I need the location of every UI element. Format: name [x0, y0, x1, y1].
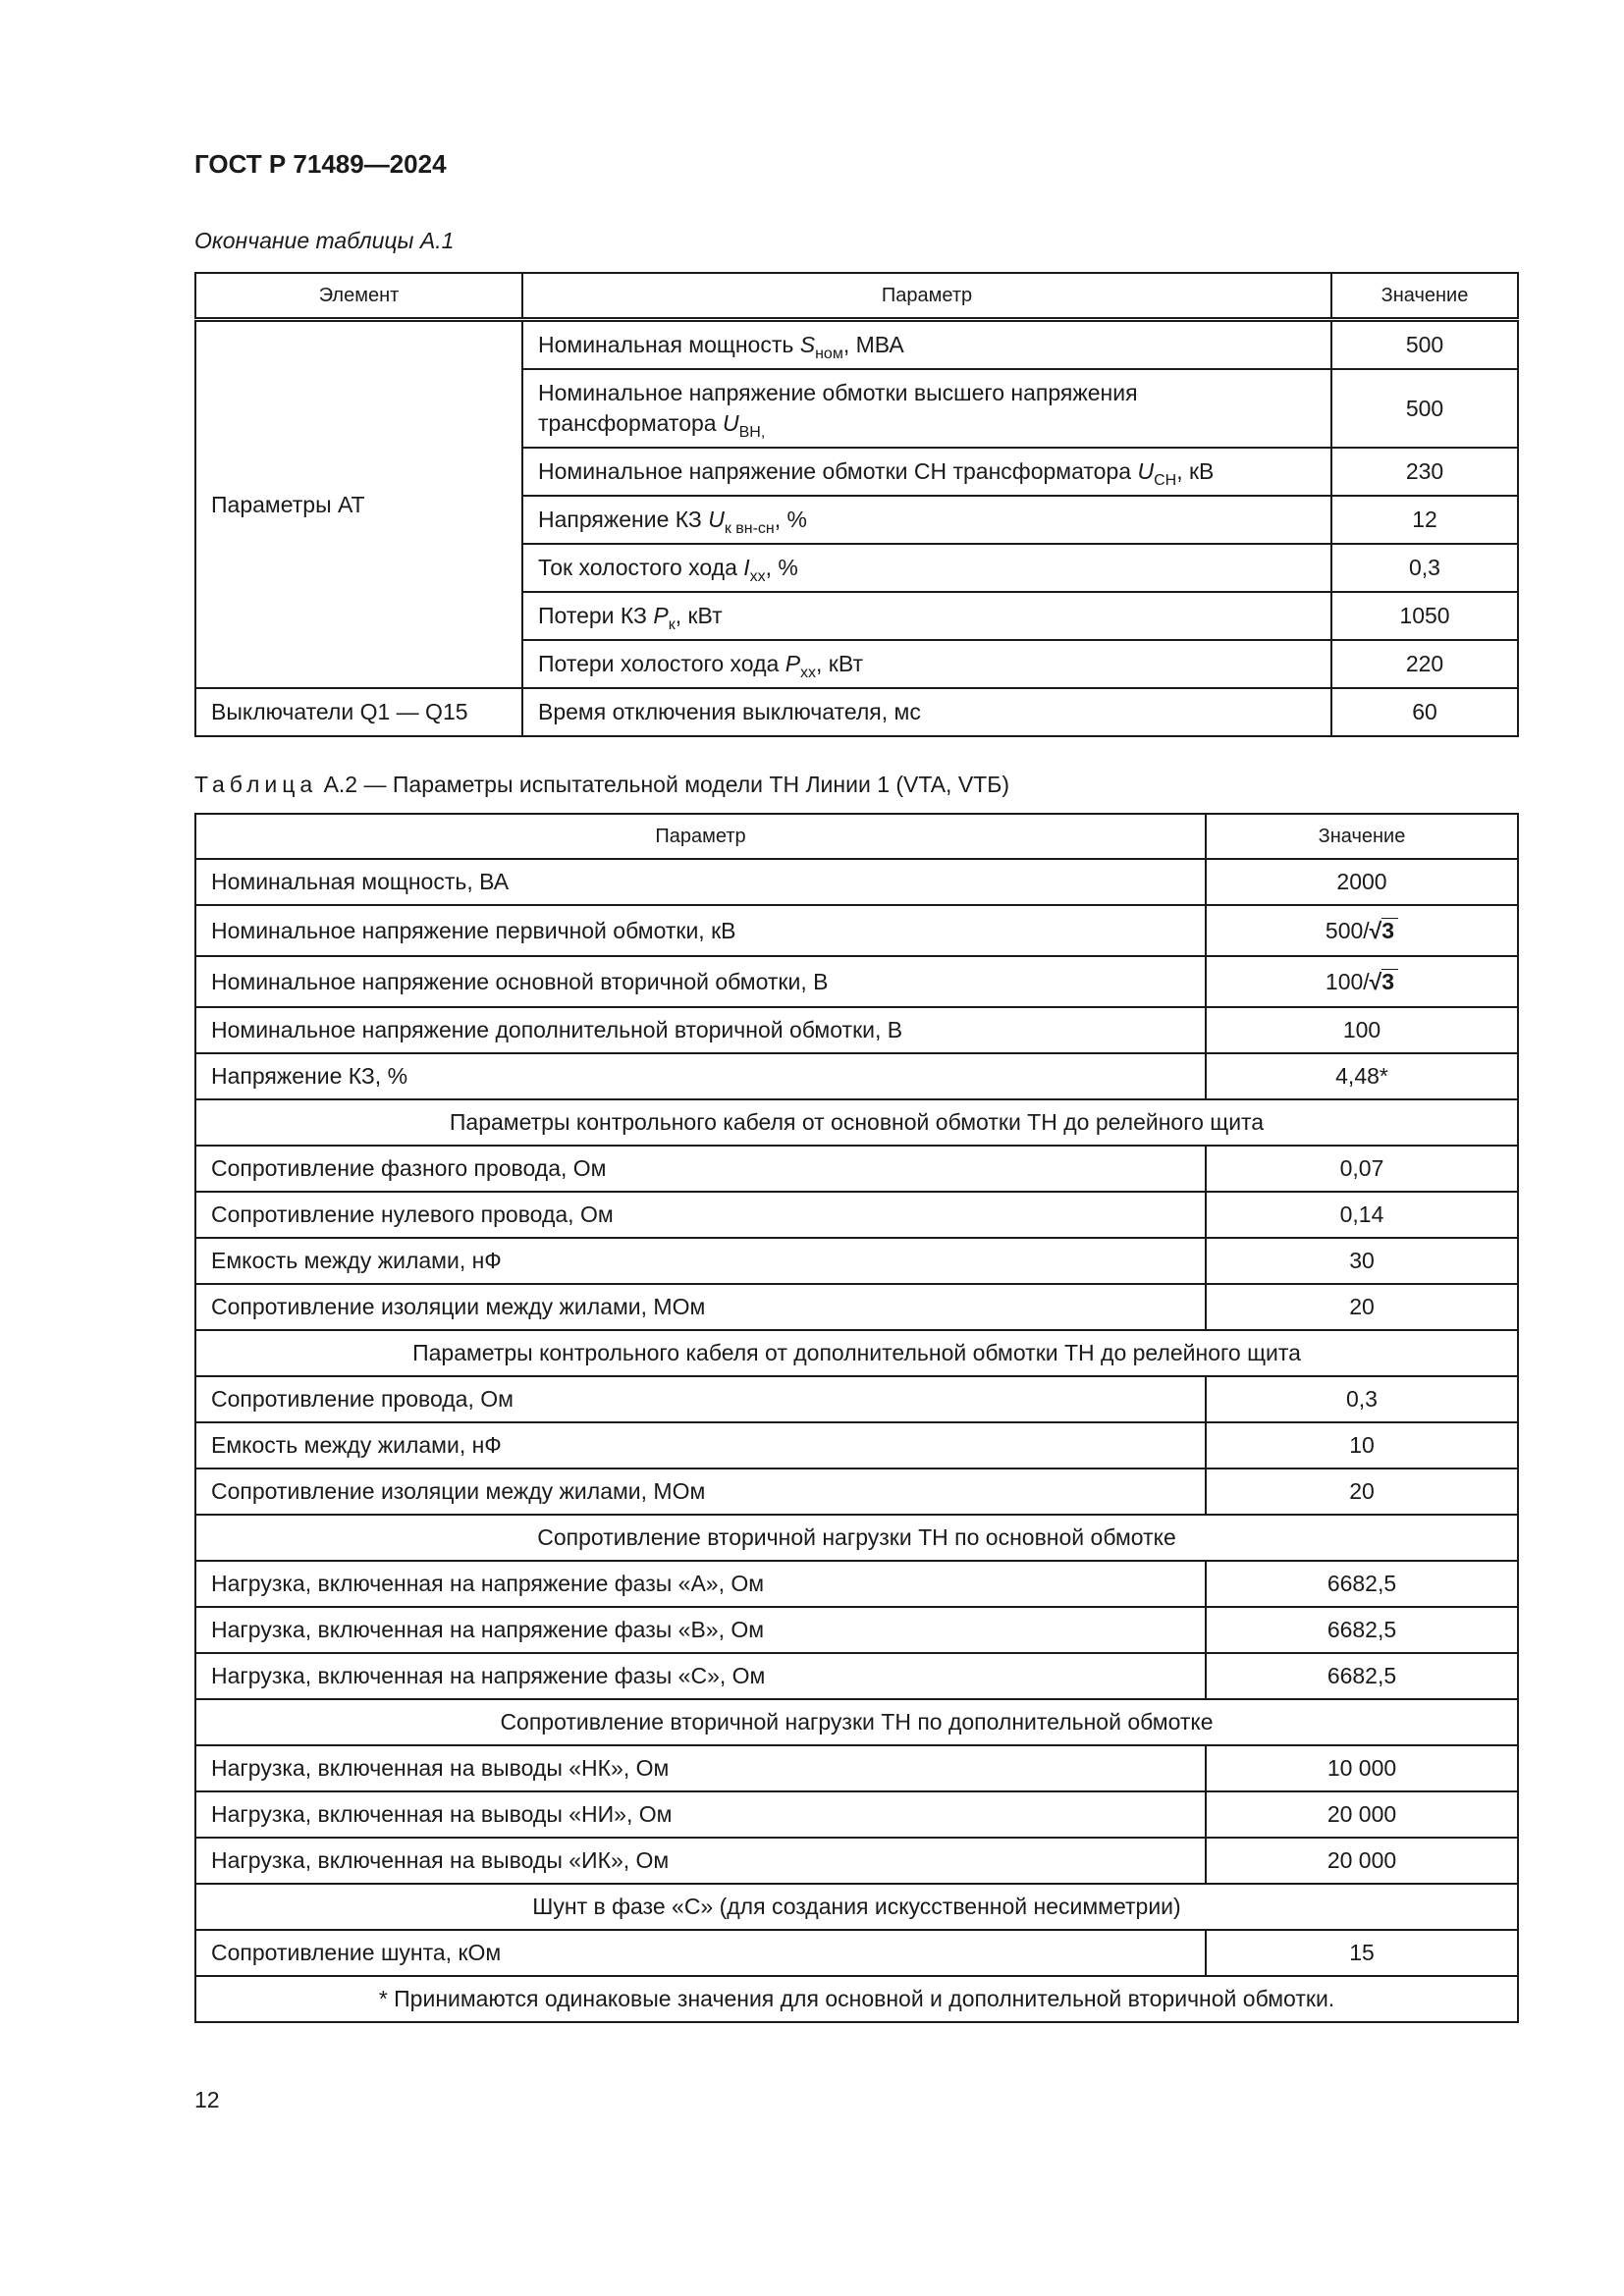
- parameter-cell: Нагрузка, включенная на выводы «НИ», Ом: [195, 1791, 1206, 1838]
- parameter-text: Номинальное напряжение обмотки высшего напряжения трансформатора: [538, 380, 1138, 436]
- table-row: [195, 1607, 1518, 1653]
- value-text: 4,48*: [1335, 1063, 1388, 1089]
- value-cell: 60: [1331, 688, 1518, 736]
- value-text: 6682,5: [1326, 1663, 1397, 1688]
- sqrt-symbol: √: [1369, 917, 1382, 943]
- parameter-symbol: U: [722, 410, 739, 436]
- section-row: [195, 1099, 1518, 1146]
- parameter-cell: Емкость между жилами, нФ: [195, 1238, 1206, 1284]
- parameter-cell: Сопротивление нулевого провода, Ом: [195, 1192, 1206, 1238]
- parameter-subscript: к вн-сн: [724, 520, 775, 537]
- value-text: 20: [1349, 1294, 1375, 1319]
- parameter-cell: Номинальное напряжение первичной обмотки, кВ: [195, 905, 1206, 956]
- column-header: Значение: [1206, 814, 1518, 859]
- value-text: 500/: [1325, 917, 1370, 943]
- value-text: 10 000: [1326, 1755, 1397, 1781]
- value-cell: [1206, 1607, 1518, 1653]
- section-heading: * Принимаются одинаковые значения для основной и дополнительной вторичной обмотки.: [195, 1976, 1518, 2022]
- group-cell: Параметры АТ: [195, 320, 522, 689]
- parameter-subscript: ном: [815, 346, 843, 362]
- parameter-cell: [522, 448, 1331, 496]
- value-cell: [1206, 956, 1518, 1007]
- value-cell: [1206, 1653, 1518, 1699]
- page-number: 12: [194, 2087, 220, 2112]
- parameter-subscript: ВН,: [738, 424, 766, 441]
- parameter-subscript: хх: [800, 665, 817, 681]
- parameter-text: Время отключения выключателя, мс: [538, 699, 921, 724]
- table-row: [195, 1561, 1518, 1607]
- parameter-subscript: хх: [749, 568, 766, 585]
- table-header-row: [195, 273, 1518, 320]
- table-a1: [194, 272, 1519, 737]
- group-cell: Выключатели Q1 — Q15: [195, 688, 522, 736]
- section-row: [195, 1515, 1518, 1561]
- parameter-cell: [522, 688, 1331, 736]
- table-row: [195, 320, 1518, 370]
- parameter-unit: , МВА: [842, 332, 904, 357]
- parameter-text: Потери КЗ: [538, 603, 654, 628]
- sqrt-symbol: √: [1369, 968, 1382, 994]
- table-row: [195, 1238, 1518, 1284]
- value-cell: 230: [1331, 448, 1518, 496]
- parameter-cell: Сопротивление фазного провода, Ом: [195, 1146, 1206, 1192]
- parameter-cell: Нагрузка, включенная на напряжение фазы «А», Ом: [195, 1561, 1206, 1607]
- parameter-cell: [522, 369, 1331, 448]
- section-row: [195, 1330, 1518, 1376]
- value-text: 10: [1349, 1432, 1375, 1458]
- parameter-symbol: U: [1137, 458, 1155, 484]
- table-row: [195, 1376, 1518, 1422]
- value-cell: [1206, 1238, 1518, 1284]
- table-row: [195, 905, 1518, 956]
- table-row: [195, 1192, 1518, 1238]
- table-row: [195, 956, 1518, 1007]
- value-cell: [1206, 1930, 1518, 1976]
- section-row: [195, 1884, 1518, 1930]
- parameter-cell: Нагрузка, включенная на напряжение фазы «С», Ом: [195, 1653, 1206, 1699]
- value-cell: [1206, 1791, 1518, 1838]
- column-header: Параметр: [522, 273, 1331, 320]
- value-text: 0,07: [1339, 1155, 1384, 1181]
- table-row: [195, 1838, 1518, 1884]
- parameter-cell: Напряжение КЗ, %: [195, 1053, 1206, 1099]
- value-text: 0,14: [1339, 1201, 1384, 1227]
- value-text: 6682,5: [1326, 1617, 1397, 1642]
- parameter-symbol: I: [743, 555, 750, 580]
- value-cell: 12: [1331, 496, 1518, 544]
- value-cell: [1206, 905, 1518, 956]
- table-a2: [194, 813, 1519, 2023]
- value-cell: [1206, 1422, 1518, 1468]
- value-cell: [1206, 1468, 1518, 1515]
- parameter-symbol: U: [708, 507, 725, 532]
- parameter-unit: , %: [765, 555, 798, 580]
- value-cell: [1206, 1192, 1518, 1238]
- parameter-cell: Нагрузка, включенная на выводы «НК», Ом: [195, 1745, 1206, 1791]
- parameter-cell: [522, 544, 1331, 592]
- table-a2-caption: [194, 772, 1009, 798]
- parameter-cell: Сопротивление изоляции между жилами, МОм: [195, 1468, 1206, 1515]
- section-heading: Шунт в фазе «С» (для создания искусственной несимметрии): [195, 1884, 1518, 1930]
- value-cell: [1206, 1007, 1518, 1053]
- value-cell: [1206, 1561, 1518, 1607]
- value-text: 2000: [1336, 869, 1387, 894]
- sqrt-radicand: 3: [1381, 969, 1398, 993]
- table-row: [195, 1930, 1518, 1976]
- caption-prefix: Таблица: [194, 772, 318, 797]
- parameter-cell: Нагрузка, включенная на выводы «ИК», Ом: [195, 1838, 1206, 1884]
- parameter-symbol: P: [653, 603, 669, 628]
- value-text: 6682,5: [1326, 1571, 1397, 1596]
- table-row: [195, 1468, 1518, 1515]
- column-header: Значение: [1331, 273, 1518, 320]
- parameter-subscript: к: [668, 616, 676, 633]
- value-text: 0,3: [1346, 1386, 1378, 1412]
- section-row: [195, 1976, 1518, 2022]
- parameter-unit: , кВ: [1176, 458, 1215, 484]
- value-cell: 220: [1331, 640, 1518, 688]
- parameter-unit: , %: [774, 507, 807, 532]
- value-text: 20 000: [1326, 1847, 1397, 1873]
- table-row: [195, 1422, 1518, 1468]
- parameter-subscript: СН: [1154, 472, 1177, 489]
- section-row: [195, 1699, 1518, 1745]
- parameter-cell: [522, 320, 1331, 370]
- value-cell: [1206, 1838, 1518, 1884]
- parameter-cell: [522, 496, 1331, 544]
- value-cell: 500: [1331, 320, 1518, 370]
- column-header: Параметр: [195, 814, 1206, 859]
- caption-text: А.2 — Параметры испытательной модели ТН Линии 1 (VTA, VTБ): [317, 772, 1009, 797]
- parameter-cell: Номинальное напряжение дополнительной вторичной обмотки, В: [195, 1007, 1206, 1053]
- table-a1-caption: Окончание таблицы А.1: [194, 228, 455, 253]
- value-text: 100: [1342, 1017, 1381, 1042]
- parameter-cell: Сопротивление шунта, кОм: [195, 1930, 1206, 1976]
- value-text: 100/: [1325, 968, 1370, 994]
- table-row: [195, 1146, 1518, 1192]
- table-row: [195, 1653, 1518, 1699]
- value-cell: [1206, 1284, 1518, 1330]
- value-text: 20: [1349, 1478, 1375, 1504]
- value-cell: 0,3: [1331, 544, 1518, 592]
- section-heading: Параметры контрольного кабеля от основной обмотки ТН до релейного щита: [195, 1099, 1518, 1146]
- document-id: ГОСТ Р 71489—2024: [194, 149, 447, 179]
- parameter-text: Напряжение КЗ: [538, 507, 709, 532]
- section-heading: Сопротивление вторичной нагрузки ТН по дополнительной обмотке: [195, 1699, 1518, 1745]
- parameter-text: Потери холостого хода: [538, 651, 785, 676]
- value-cell: [1206, 1376, 1518, 1422]
- table-row: [195, 1745, 1518, 1791]
- value-cell: 500: [1331, 369, 1518, 448]
- table-row: [195, 688, 1518, 736]
- section-heading: Параметры контрольного кабеля от дополнительной обмотки ТН до релейного щита: [195, 1330, 1518, 1376]
- table-row: [195, 1284, 1518, 1330]
- table-header-row: [195, 814, 1518, 859]
- value-cell: [1206, 859, 1518, 905]
- parameter-cell: Сопротивление изоляции между жилами, МОм: [195, 1284, 1206, 1330]
- parameter-cell: Сопротивление провода, Ом: [195, 1376, 1206, 1422]
- parameter-unit: , кВт: [816, 651, 863, 676]
- parameter-text: Ток холостого хода: [538, 555, 744, 580]
- parameter-cell: Нагрузка, включенная на напряжение фазы «В», Ом: [195, 1607, 1206, 1653]
- table-row: [195, 859, 1518, 905]
- value-cell: [1206, 1053, 1518, 1099]
- parameter-cell: [522, 640, 1331, 688]
- value-text: 30: [1349, 1248, 1375, 1273]
- sqrt-radicand: 3: [1381, 918, 1398, 942]
- table-row: [195, 1791, 1518, 1838]
- parameter-text: Номинальное напряжение обмотки СН трансформатора: [538, 458, 1138, 484]
- parameter-symbol: S: [799, 332, 816, 357]
- parameter-unit: , кВт: [675, 603, 723, 628]
- value-text: 20 000: [1326, 1801, 1397, 1827]
- value-cell: 1050: [1331, 592, 1518, 640]
- section-heading: Сопротивление вторичной нагрузки ТН по основной обмотке: [195, 1515, 1518, 1561]
- column-header: Элемент: [195, 273, 522, 320]
- parameter-cell: Емкость между жилами, нФ: [195, 1422, 1206, 1468]
- parameter-symbol: P: [785, 651, 801, 676]
- parameter-cell: Номинальная мощность, ВА: [195, 859, 1206, 905]
- table-row: [195, 1053, 1518, 1099]
- table-row: [195, 1007, 1518, 1053]
- value-text: 15: [1349, 1940, 1375, 1965]
- parameter-text: Номинальная мощность: [538, 332, 800, 357]
- value-cell: [1206, 1146, 1518, 1192]
- parameter-cell: Номинальное напряжение основной вторичной обмотки, В: [195, 956, 1206, 1007]
- parameter-cell: [522, 592, 1331, 640]
- value-cell: [1206, 1745, 1518, 1791]
